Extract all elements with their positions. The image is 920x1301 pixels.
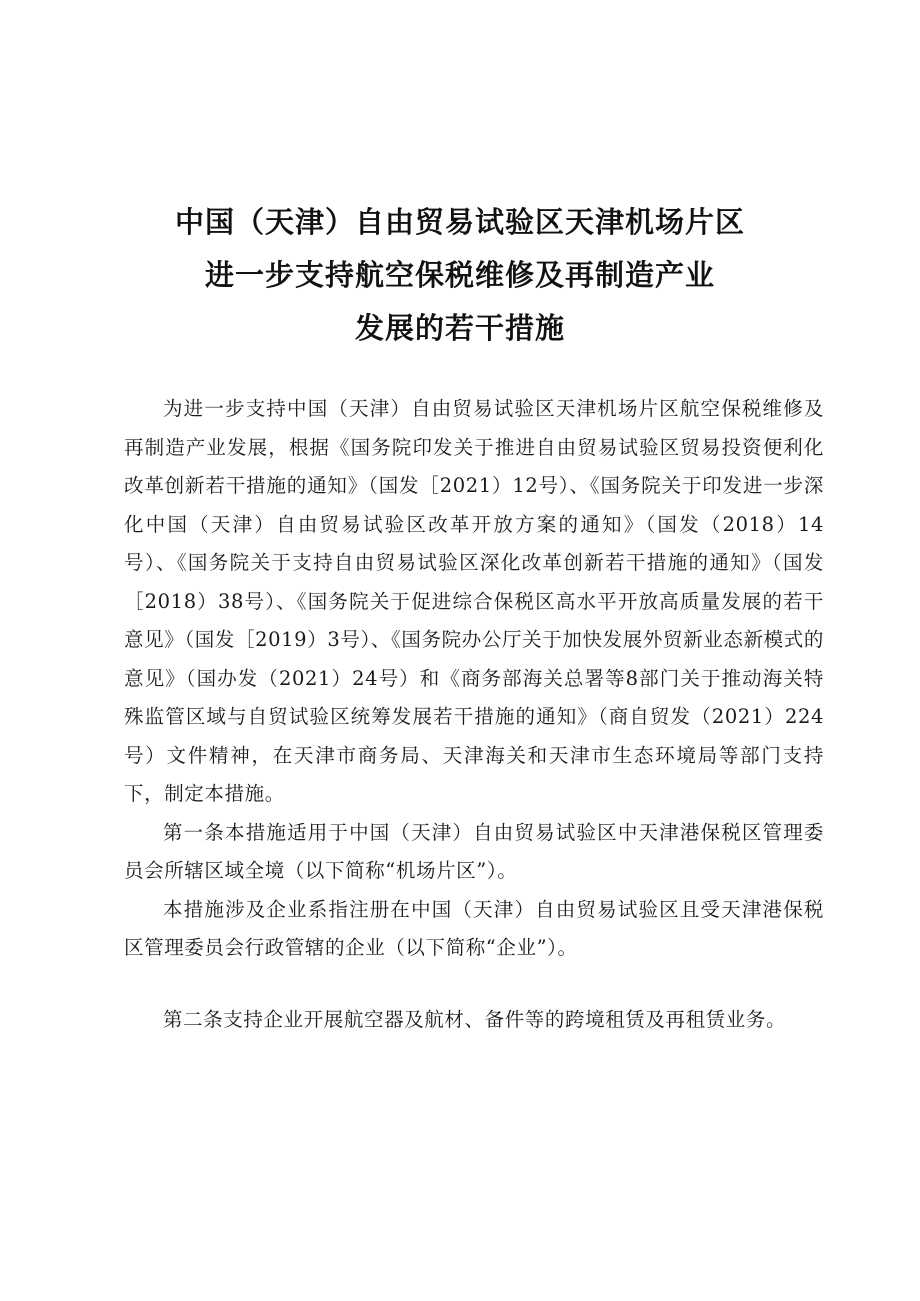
title-line-1: 中国（天津）自由贸易试验区天津机场片区 [174, 205, 745, 239]
document-title [0, 196, 920, 355]
paragraph-preamble: 为进一步支持中国（天津）自由贸易试验区天津机场片区航空保税维修及再制造产业发展，根据《国务院印发关于推进自由贸易试验区贸易投资便利化改革创新若干措施的通知》（国发［2021）12号）、《国务院关于印发进一步深化中国（天津）自由贸易试验区改革开放方案的通知》（国发（2018）14号）、《国务院关于支持自由贸易试验区深化改革创新若干措施的通知》（国发［2018）38号）、《国务院关于促进综合保税区高水平开放高质量发展的若干意见》（国发［2019）3号）、《国务院办公厅关于加快发展外贸新业态新模式的意见》（国办发（2021）24号）和《商务部海关总署等8部门关于推动海关特殊监管区域与自贸试验区统筹发展若干措施的通知》（商自贸发（2021）224号）文件精神，在天津市商务局、天津海关和天津市生态环境局等部门支持下，制定本措施。 [124, 397, 824, 805]
paragraph-article-1: 第一条本措施适用于中国（天津）自由贸易试验区中天津港保税区管理委员会所辖区域全境（以下简称“机场片区”）。 [124, 820, 824, 882]
paragraph-enterprise-definition: 本措施涉及企业系指注册在中国（天津）自由贸易试验区且受天津港保税区管理委员会行政管辖的企业（以下简称“企业”）。 [124, 897, 824, 959]
title-line-3: 发展的若干措施 [354, 311, 565, 345]
title-line-2: 进一步支持航空保税维修及再制造产业 [204, 258, 715, 292]
document-body [124, 390, 824, 1039]
paragraph-article-2: 第二条支持企业开展航空器及航材、备件等的跨境租赁及再租赁业务。 [163, 1007, 787, 1031]
